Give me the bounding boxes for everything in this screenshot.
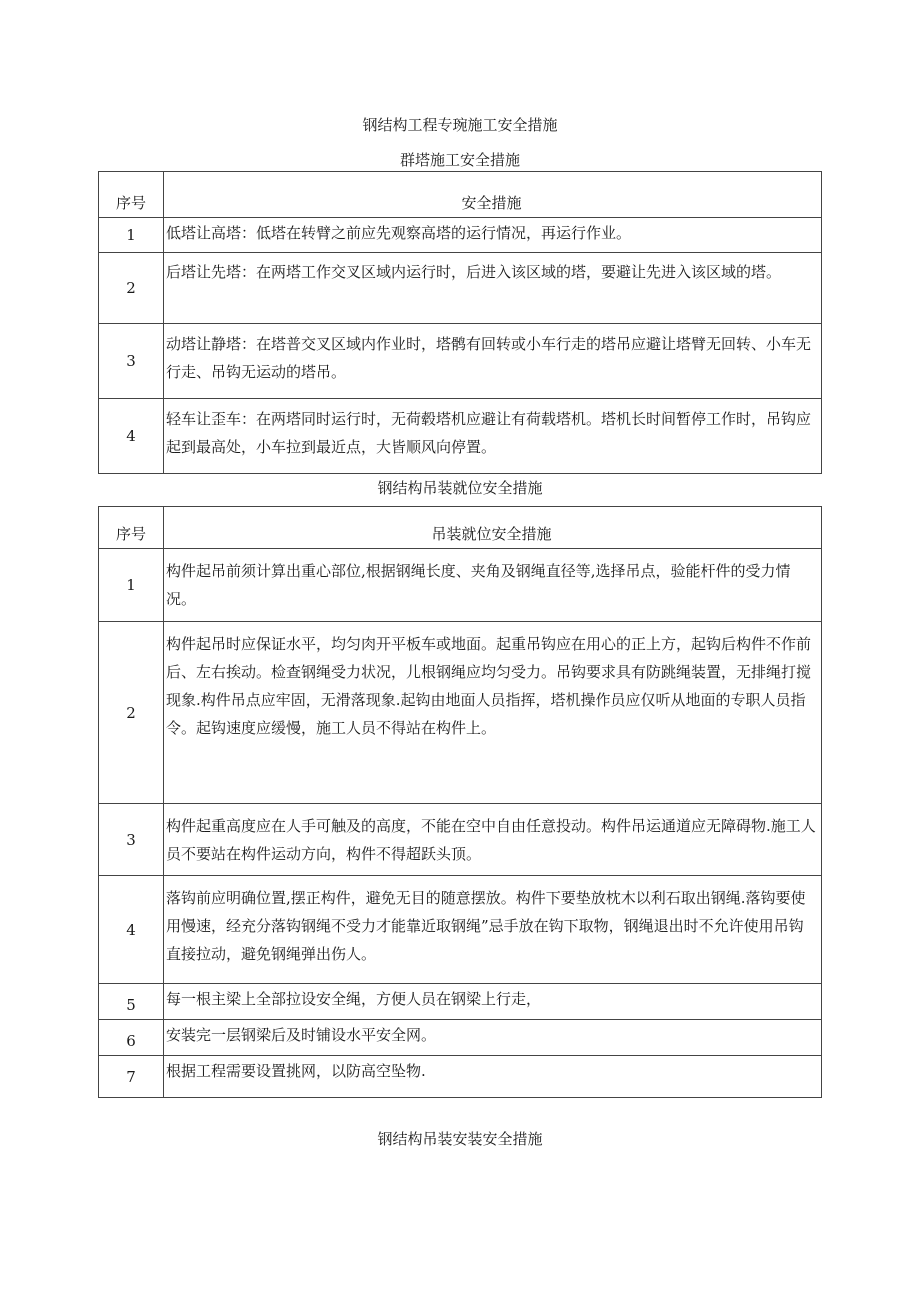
row-number: 1 (99, 549, 164, 622)
row-number: 5 (99, 984, 164, 1020)
row-text: 每一根主梁上全部拉设安全绳，方便人员在钢梁上行走， (164, 984, 822, 1020)
section-title-hoisting: 钢结构吊装就位安全措施 (377, 479, 543, 497)
header-serial-number: 序号 (99, 507, 164, 549)
row-number: 3 (99, 804, 164, 876)
row-number: 3 (99, 324, 164, 399)
row-number: 7 (99, 1056, 164, 1098)
row-text: 落钩前应明确位置,摆正构件，避免无目的随意摆放。构件下要垫放枕木以利石取出钢绳.落钩要使用慢速，经充分落钩钢绳不受力才能靠近取钢绳”忌手放在钩下取物，钢绳退出时不允许使用吊钩直接拉动，避免钢绳弹出伤人。 (164, 876, 822, 984)
row-number: 4 (99, 399, 164, 474)
row-number: 2 (99, 622, 164, 804)
section-title-tower-cranes: 群塔施工安全措施 (399, 151, 520, 169)
table-row (99, 218, 822, 253)
header-safety-measure: 安全措施 (164, 172, 822, 218)
table-row (99, 324, 822, 399)
table-row (99, 549, 822, 622)
row-text: 安装完一层钢梁后及时铺设水平安全网。 (164, 1020, 822, 1056)
table-row (99, 1056, 822, 1098)
table-row (99, 1020, 822, 1056)
table-header-row (99, 172, 822, 218)
row-number: 2 (99, 253, 164, 324)
row-number: 6 (99, 1020, 164, 1056)
header-hoisting-measure: 吊装就位安全措施 (164, 507, 822, 549)
row-text: 构件起吊时应保证水平，均匀肉开平板车或地面。起重吊钩应在用心的正上方，起钩后构件不作前后、左右挨动。检查钢绳受力状况，儿根钢绳应均匀受力。吊钩要求具有防跳绳装置，无排绳打搅现象.构件吊点应牢固，无滑落现象.起钩由地面人员指挥，塔机操作员应仅听从地面的专职人员指令。起钩速度应缓慢，施工人员不得站在构件上。 (164, 622, 822, 804)
row-text: 轻车让歪车：在两塔同时运行时，无荷毂塔机应避让有荷载塔机。塔机长时间暂停工作时，吊钩应起到最高处，小车拉到最近点，大皆顺风向停置。 (164, 399, 822, 474)
table-row (99, 804, 822, 876)
table-row (99, 622, 822, 804)
table-row (99, 253, 822, 324)
header-serial-number: 序号 (99, 172, 164, 218)
table-row (99, 399, 822, 474)
row-text: 动塔让静塔：在塔普交叉区域内作业时，塔鹘有回转或小车行走的塔吊应避让塔臂无回转、小车无行走、吊钩无运动的塔吊。 (164, 324, 822, 399)
section-title-installation: 钢结构吊装安装安全措施 (377, 1130, 543, 1148)
row-text: 根据工程需要设置挑网，以防高空坠物. (164, 1056, 822, 1098)
tower-crane-safety-table (98, 171, 822, 474)
table-row (99, 984, 822, 1020)
row-text: 构件起吊前须计算出重心部位,根据钢绳长度、夹角及钢绳直径等,选择吊点，验能杆件的受力情况。 (164, 549, 822, 622)
row-text: 构件起重高度应在人手可触及的高度，不能在空中自由任意投动。构件吊运通道应无障碍物.施工人员不要站在构件运动方向，构件不得超跃头顶。 (164, 804, 822, 876)
table-row (99, 876, 822, 984)
row-number: 4 (99, 876, 164, 984)
row-text: 后塔让先塔：在两塔工作交叉区域内运行时，后进入该区域的塔，要避让先进入该区域的塔。 (164, 253, 822, 324)
document-title: 钢结构工程专琬施工安全措施 (362, 116, 558, 134)
row-text: 低塔让高塔：低塔在转臂之前应先观察高塔的运行情况，再运行作业。 (164, 218, 822, 253)
hoisting-safety-table (98, 506, 822, 1098)
row-number: 1 (99, 218, 164, 253)
table-header-row (99, 507, 822, 549)
